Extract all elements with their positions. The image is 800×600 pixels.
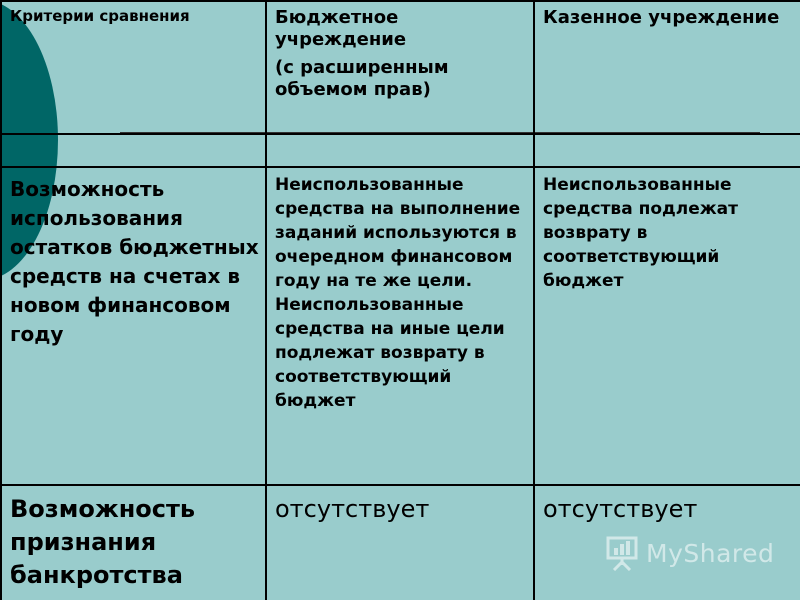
table-cell-empty xyxy=(534,134,800,167)
row-state-value: отсутствует xyxy=(543,495,698,523)
header-criteria-label: Критерии сравнения xyxy=(10,7,190,25)
row-budget-cell xyxy=(266,167,534,485)
row-budget-value: Неиспользованные средства на выполнение заданий используются в очередном финансовом году на те же цели. Неиспользованные средства на иные цели подлежат возврату в соответствующий бюджет xyxy=(275,175,521,411)
header-criteria xyxy=(1,1,266,134)
watermark-text: MyShared xyxy=(646,538,775,568)
row-budget-cell xyxy=(266,485,534,600)
row-criterion: Возможность признания банкротства xyxy=(10,495,196,589)
table-cell-empty xyxy=(1,134,266,167)
header-budget-institution xyxy=(266,1,534,134)
row-criterion: Возможность использования остатков бюджетных средств на счетах в новом финансовом году xyxy=(10,177,259,346)
row-state-value: Неиспользованные средства подлежат возврату в соответствующий бюджет xyxy=(543,175,738,291)
header-budget-title: Бюджетное учреждение xyxy=(275,7,407,50)
table-header-row xyxy=(1,1,800,134)
table-cell-empty xyxy=(266,134,534,167)
header-state-label: Казенное учреждение xyxy=(543,7,780,28)
row-criterion-cell xyxy=(1,167,266,485)
header-budget-note: (с расширенным объемом прав) xyxy=(275,57,449,100)
table-spacer-row xyxy=(1,134,800,167)
row-state-cell xyxy=(534,167,800,485)
row-budget-value: отсутствует xyxy=(275,495,430,523)
presentation-board-icon xyxy=(606,535,640,571)
row-criterion-cell xyxy=(1,485,266,600)
table-row xyxy=(1,167,800,485)
header-state-institution xyxy=(534,1,800,134)
watermark xyxy=(606,533,774,573)
